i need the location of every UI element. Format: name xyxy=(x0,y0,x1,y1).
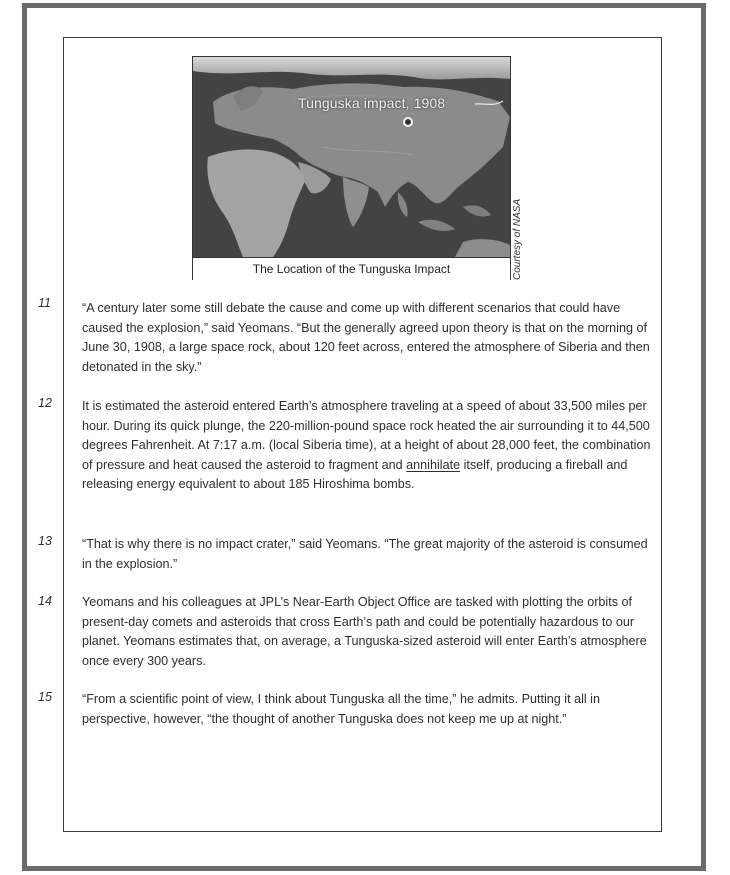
paragraph-14: Yeomans and his colleagues at JPL’s Near-Earth Object Office are tasked with plotting the orbits of present-day comets and asteroids that cross Earth’s path and could be potentially hazardous to our planet. Yeomans estimates that, on average, a Tunguska-sized asteroid will enter Earth’s atmosphere once every 300 years. xyxy=(82,595,647,668)
paragraph-number: 12 xyxy=(38,396,52,410)
paragraph-text: It is estimated the asteroid entered Earth’s atmosphere traveling at a speed of about 33,500 miles per hour. During its quick plunge, the 220-million-pound space rock heated the air surrounding it to 44,500 degrees Fahrenheit. At 7:17 a.m. (local Siberia time), at a height of about 28,000 feet, the combination of pressure and heat caused the asteroid to fragment and xyxy=(82,399,651,472)
impact-marker-icon xyxy=(402,116,414,128)
world-map-image xyxy=(193,57,510,257)
paragraph-12 xyxy=(82,397,652,495)
paragraph-15: “From a scientific point of view, I think about Tunguska all the time,” he admits. Putting it all in perspective, however, “the thought of another Tunguska does not keep me up at night.” xyxy=(82,692,600,726)
paragraph-number: 13 xyxy=(38,534,52,548)
map-figure xyxy=(192,56,511,280)
paragraph-number: 14 xyxy=(38,594,52,608)
paragraph-11: “A century later some still debate the cause and come up with different scenarios that could have caused the explosion,” said Yeomans. “But the generally agreed upon theory is that on the morning of June 30, 1908, a large space rock, about 120 feet across, entered the atmosphere of Siberia and then detonated in the sky.” xyxy=(82,301,650,374)
map-label: Tunguska impact, 1908 xyxy=(298,95,446,111)
paragraph-number: 15 xyxy=(38,690,52,704)
figure-caption: The Location of the Tunguska Impact xyxy=(193,257,510,280)
vocabulary-word: annihilate xyxy=(406,457,461,472)
paragraph-13: “That is why there is no impact crater,” said Yeomans. “The great majority of the asteroid is consumed in the explosion.” xyxy=(82,537,648,571)
paragraph-number: 11 xyxy=(38,296,51,310)
photo-credit: Courtesy of NASA xyxy=(512,198,523,280)
paragraph-text: itself, producing a fireball and releasing energy equivalent to about 185 Hiroshima bombs. xyxy=(82,457,628,492)
